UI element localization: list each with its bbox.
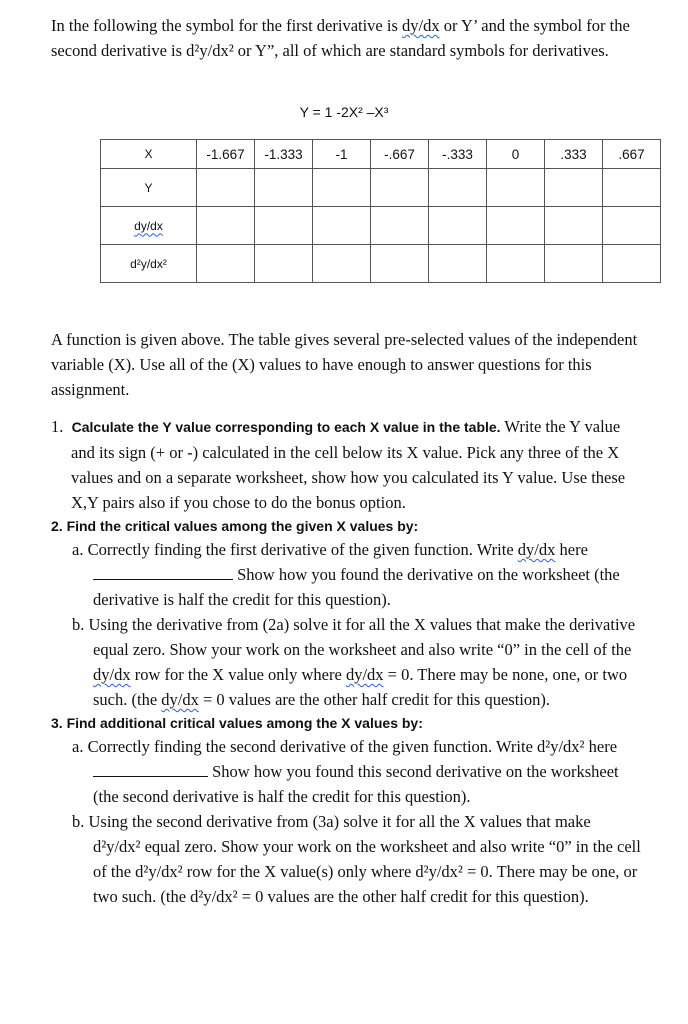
- question-3: [51, 712, 641, 909]
- question-2b-text-4: = 0 values are the other half credit for this question).: [203, 690, 550, 709]
- question-3b: b. Using the second derivative from (3a) solve it for all the X values that make d²y/dx² equal zero. Show your work on the worksheet and also write “0” in the cell of the d²y/dx² row for the X value(s) only where d²y/dx² = 0. There may be one, or two such. (the d²y/dx² = 0 values are the other half credit for this question).: [72, 812, 641, 906]
- question-2a-here: here: [559, 540, 588, 559]
- answer-blank-3a[interactable]: [93, 762, 208, 777]
- row-label-d2ydx2: d²y/dx²: [101, 245, 197, 283]
- answer-cell[interactable]: [545, 169, 603, 207]
- answer-cell[interactable]: [487, 169, 545, 207]
- question-2b: [51, 612, 641, 712]
- question-2b-dydx-2: dy/dx: [345, 665, 384, 684]
- answer-cell[interactable]: [197, 207, 255, 245]
- table-row-d2ydx2: [101, 245, 661, 283]
- answer-cell[interactable]: [197, 245, 255, 283]
- function-equation: Y = 1 -2X² –X³: [299, 104, 389, 120]
- answer-cell[interactable]: [255, 207, 313, 245]
- question-3a-text-1: a. Correctly finding the second derivative of the given function. Write d²y/dx²: [72, 737, 585, 756]
- question-2: [51, 515, 641, 712]
- x-value-cell: -1.667: [197, 140, 255, 169]
- x-value-cell: -.667: [371, 140, 429, 169]
- question-1-text: Write the Y value and its sign (+ or -) calculated in the cell below its X value. Pick any three of the X values and on a separate worksheet, show how you calculated its Y value. Use these X,Y pairs also if you chose to do the bonus option.: [71, 417, 626, 512]
- table-row-y: [101, 169, 661, 207]
- question-2b-dydx-3: dy/dx: [161, 690, 199, 709]
- table-row-x: [101, 140, 661, 169]
- x-value-cell: .333: [545, 140, 603, 169]
- x-value-cell: -1.333: [255, 140, 313, 169]
- answer-cell[interactable]: [429, 245, 487, 283]
- answer-cell[interactable]: [429, 169, 487, 207]
- question-3a: [51, 734, 641, 809]
- values-table: [100, 139, 661, 283]
- question-2b-text-2: row for the X value only where: [134, 665, 342, 684]
- row-label-y: Y: [101, 169, 197, 207]
- question-2a-text-2: Show how you found the derivative on the worksheet (the derivative is half the credit for this question).: [93, 565, 620, 609]
- question-2b-dydx-1: dy/dx: [93, 665, 131, 684]
- intro-dydx-symbol: dy/dx: [402, 16, 440, 35]
- question-3a-here: here: [588, 737, 618, 756]
- answer-cell[interactable]: [487, 207, 545, 245]
- answer-cell[interactable]: [603, 169, 661, 207]
- answer-cell[interactable]: [429, 207, 487, 245]
- intro-text-2: or Y’ and the symbol for the second derivative is d²y/dx² or Y”, all of which are standard symbols for derivatives.: [51, 16, 630, 60]
- answer-cell[interactable]: [313, 207, 371, 245]
- question-2b-text-3: = 0. There may be none, one, or two such. (the: [93, 665, 628, 709]
- question-list: [51, 414, 641, 909]
- intro-paragraph: [51, 13, 641, 63]
- question-3-heading: 3. Find additional critical values among the X values by:: [51, 715, 423, 731]
- intro-text-1: In the following the symbol for the first derivative is: [51, 16, 398, 35]
- question-3a-text-2: Show how you found this second derivative on the worksheet (the second derivative is half the credit for this question).: [93, 762, 619, 806]
- answer-cell[interactable]: [603, 245, 661, 283]
- answer-blank-2a[interactable]: [93, 565, 233, 580]
- question-1-heading: Calculate the Y value corresponding to each X value in the table.: [71, 419, 501, 435]
- question-2a: [51, 537, 641, 612]
- instructions-paragraph: A function is given above. The table gives several pre-selected values of the independent variable (X). Use all of the (X) values to have enough to answer questions for this assignment.: [51, 330, 638, 399]
- question-2a-text-1: a. Correctly finding the first derivative of the given function. Write: [72, 540, 514, 559]
- answer-cell[interactable]: [197, 169, 255, 207]
- answer-cell[interactable]: [255, 245, 313, 283]
- answer-cell[interactable]: [255, 169, 313, 207]
- answer-cell[interactable]: [603, 207, 661, 245]
- question-2a-dydx: dy/dx: [517, 540, 556, 559]
- question-1: [51, 414, 641, 515]
- row-label-x: X: [101, 140, 197, 169]
- question-2-heading: 2. Find the critical values among the given X values by:: [51, 518, 419, 534]
- answer-cell[interactable]: [371, 169, 429, 207]
- answer-cell[interactable]: [371, 245, 429, 283]
- answer-cell[interactable]: [487, 245, 545, 283]
- answer-cell[interactable]: [371, 207, 429, 245]
- x-value-cell: .667: [603, 140, 661, 169]
- x-value-cell: 0: [487, 140, 545, 169]
- answer-cell[interactable]: [545, 207, 603, 245]
- question-1-number: 1.: [51, 417, 64, 436]
- x-value-cell: -1: [313, 140, 371, 169]
- x-value-cell: -.333: [429, 140, 487, 169]
- table-row-dydx: [101, 207, 661, 245]
- answer-cell[interactable]: [545, 245, 603, 283]
- question-2b-text-1: b. Using the derivative from (2a) solve it for all the X values that make the derivative equal zero. Show your work on the worksheet and also write “0” in the cell of the: [72, 615, 636, 659]
- answer-cell[interactable]: [313, 169, 371, 207]
- row-label-dydx: dy/dx: [101, 207, 197, 245]
- answer-cell[interactable]: [313, 245, 371, 283]
